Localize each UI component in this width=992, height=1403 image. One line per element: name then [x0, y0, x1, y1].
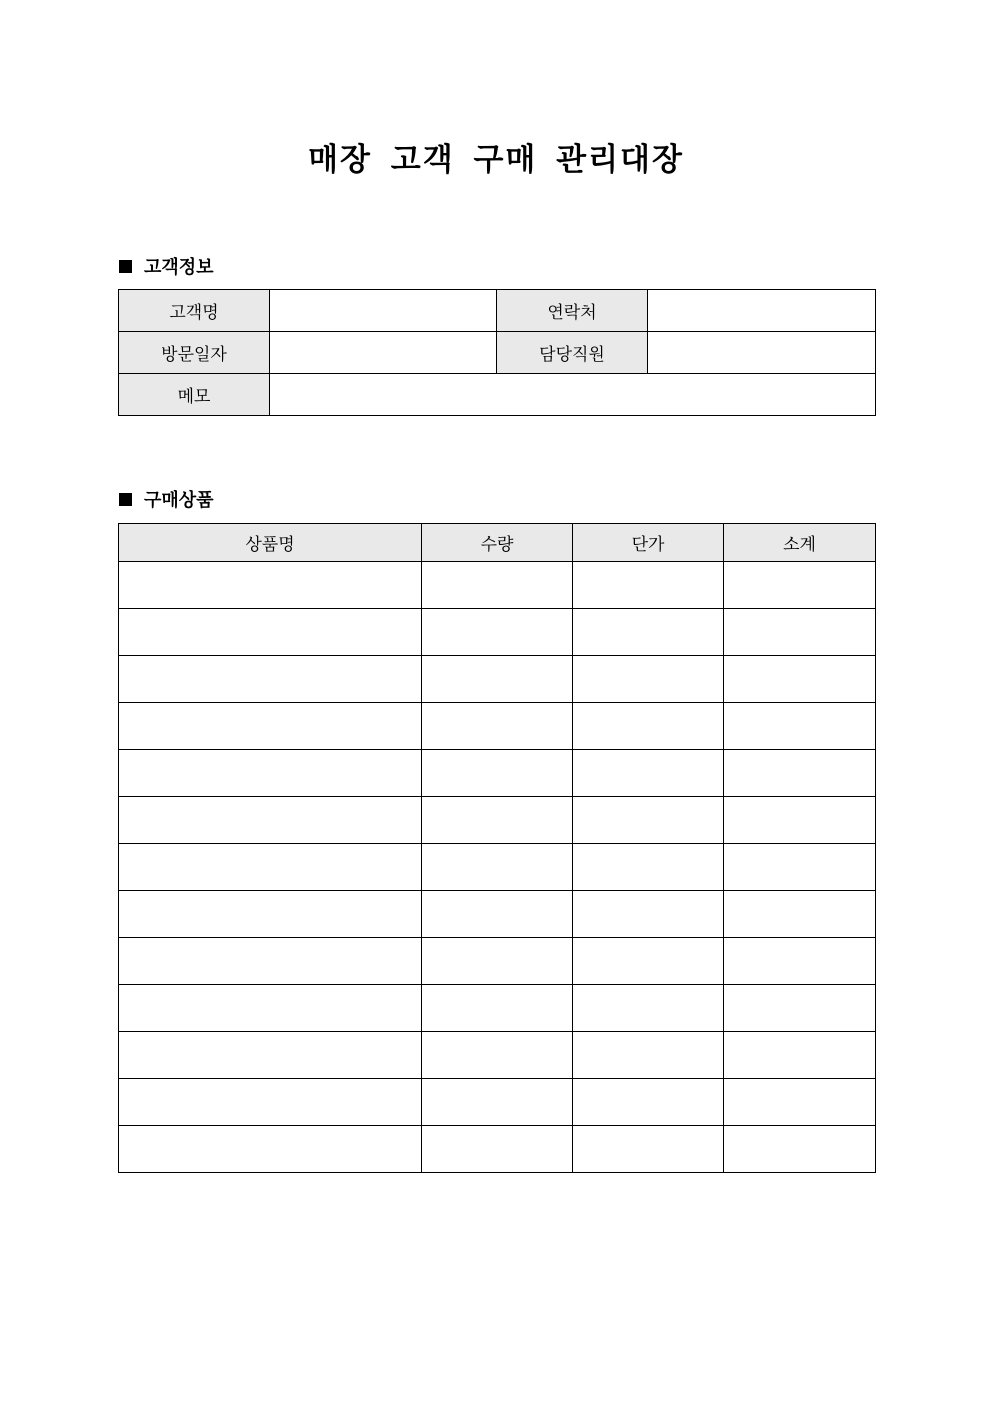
product-name-cell[interactable] — [119, 891, 422, 938]
customer-info-table — [118, 289, 876, 416]
page-title: 매장 고객 구매 관리대장 — [308, 142, 684, 178]
quantity-cell[interactable] — [422, 1079, 573, 1126]
subtotal-cell[interactable] — [724, 703, 876, 750]
subtotal-cell[interactable] — [724, 891, 876, 938]
table-row — [119, 703, 876, 750]
quantity-cell[interactable] — [422, 750, 573, 797]
visit-date-field[interactable] — [270, 332, 497, 374]
quantity-cell[interactable] — [422, 797, 573, 844]
unit-price-cell[interactable] — [573, 985, 724, 1032]
unit-price-cell[interactable] — [573, 844, 724, 891]
memo-label: 메모 — [119, 374, 270, 416]
subtotal-cell[interactable] — [724, 562, 876, 609]
quantity-cell[interactable] — [422, 609, 573, 656]
table-row — [119, 797, 876, 844]
subtotal-cell[interactable] — [724, 656, 876, 703]
column-header-product-name: 상품명 — [119, 524, 422, 562]
table-row — [119, 1126, 876, 1173]
unit-price-cell[interactable] — [573, 891, 724, 938]
table-row — [119, 750, 876, 797]
product-name-cell[interactable] — [119, 1032, 422, 1079]
quantity-cell[interactable] — [422, 1032, 573, 1079]
quantity-cell[interactable] — [422, 844, 573, 891]
contact-label: 연락처 — [497, 290, 648, 332]
customer-name-field[interactable] — [270, 290, 497, 332]
subtotal-cell[interactable] — [724, 797, 876, 844]
product-name-cell[interactable] — [119, 562, 422, 609]
section-heading-label: 고객정보 — [144, 257, 214, 278]
table-row — [119, 891, 876, 938]
unit-price-cell[interactable] — [573, 703, 724, 750]
square-bullet-icon — [119, 493, 132, 506]
table-row — [119, 656, 876, 703]
quantity-cell[interactable] — [422, 985, 573, 1032]
table-row — [119, 290, 876, 332]
section-heading-label: 구매상품 — [144, 490, 214, 511]
product-name-cell[interactable] — [119, 656, 422, 703]
table-row — [119, 938, 876, 985]
subtotal-cell[interactable] — [724, 844, 876, 891]
unit-price-cell[interactable] — [573, 1032, 724, 1079]
section-heading-purchased-products — [119, 486, 214, 512]
table-row — [119, 1032, 876, 1079]
quantity-cell[interactable] — [422, 656, 573, 703]
unit-price-cell[interactable] — [573, 562, 724, 609]
table-header-row — [119, 524, 876, 562]
product-name-cell[interactable] — [119, 1126, 422, 1173]
subtotal-cell[interactable] — [724, 1032, 876, 1079]
product-name-cell[interactable] — [119, 797, 422, 844]
quantity-cell[interactable] — [422, 1126, 573, 1173]
table-row — [119, 332, 876, 374]
square-bullet-icon — [119, 260, 132, 273]
product-name-cell[interactable] — [119, 703, 422, 750]
subtotal-cell[interactable] — [724, 985, 876, 1032]
quantity-cell[interactable] — [422, 562, 573, 609]
subtotal-cell[interactable] — [724, 938, 876, 985]
unit-price-cell[interactable] — [573, 1079, 724, 1126]
column-header-subtotal: 소계 — [724, 524, 876, 562]
section-heading-customer-info — [119, 253, 214, 279]
customer-name-label: 고객명 — [119, 290, 270, 332]
unit-price-cell[interactable] — [573, 797, 724, 844]
product-name-cell[interactable] — [119, 609, 422, 656]
table-row — [119, 985, 876, 1032]
unit-price-cell[interactable] — [573, 938, 724, 985]
table-row — [119, 374, 876, 416]
subtotal-cell[interactable] — [724, 609, 876, 656]
table-row — [119, 1079, 876, 1126]
quantity-cell[interactable] — [422, 891, 573, 938]
product-name-cell[interactable] — [119, 1079, 422, 1126]
product-name-cell[interactable] — [119, 750, 422, 797]
purchased-products-table — [118, 523, 876, 1173]
unit-price-cell[interactable] — [573, 1126, 724, 1173]
unit-price-cell[interactable] — [573, 656, 724, 703]
contact-field[interactable] — [648, 290, 876, 332]
subtotal-cell[interactable] — [724, 1079, 876, 1126]
quantity-cell[interactable] — [422, 703, 573, 750]
unit-price-cell[interactable] — [573, 750, 724, 797]
table-row — [119, 609, 876, 656]
unit-price-cell[interactable] — [573, 609, 724, 656]
subtotal-cell[interactable] — [724, 1126, 876, 1173]
memo-field[interactable] — [270, 374, 876, 416]
quantity-cell[interactable] — [422, 938, 573, 985]
product-name-cell[interactable] — [119, 938, 422, 985]
subtotal-cell[interactable] — [724, 750, 876, 797]
staff-label: 담당직원 — [497, 332, 648, 374]
table-row — [119, 562, 876, 609]
staff-field[interactable] — [648, 332, 876, 374]
column-header-unit-price: 단가 — [573, 524, 724, 562]
product-name-cell[interactable] — [119, 844, 422, 891]
product-name-cell[interactable] — [119, 985, 422, 1032]
table-row — [119, 844, 876, 891]
column-header-quantity: 수량 — [422, 524, 573, 562]
visit-date-label: 방문일자 — [119, 332, 270, 374]
